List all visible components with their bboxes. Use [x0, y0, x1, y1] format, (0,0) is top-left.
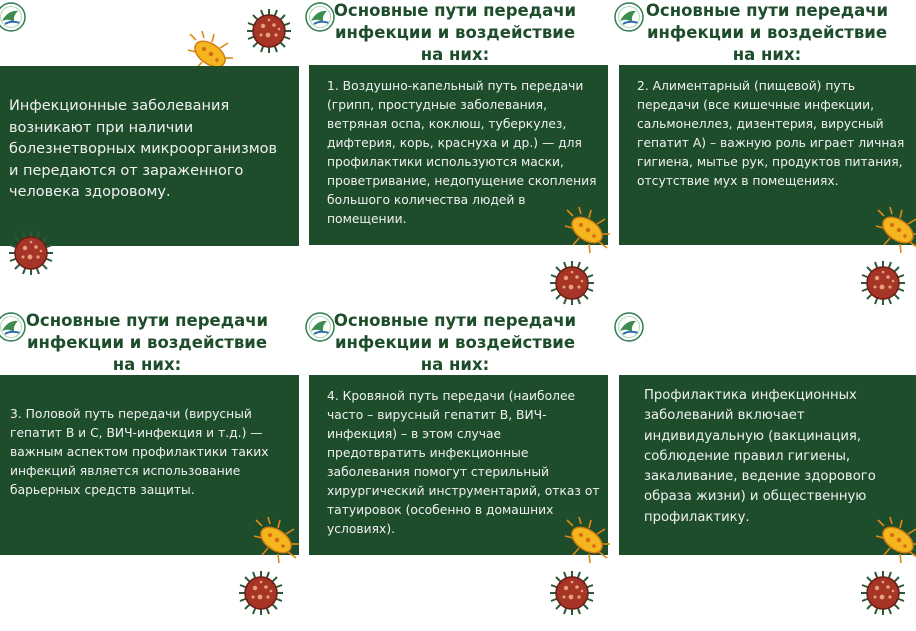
slide-sexual [0, 310, 306, 620]
slide-title: Основные пути передачи инфекции и воздействие на них: [645, 1, 889, 64]
logo-icon [0, 2, 26, 32]
red-virus-icon [549, 260, 595, 306]
slide-alimentary [610, 0, 916, 310]
slide-intro [0, 0, 306, 310]
slide-text: 2. Алиментарный (пищевой) путь передачи (все кишечные инфекции, сальмонеллез, дизентерия, вирусный гепатит А) – важную роль играет личная гигиена, мытье рук, продуктов питания, отсутствие мух в помещениях. [637, 79, 905, 188]
slide-text: Профилактика инфекционных заболеваний включает индивидуальную (вакцинация, соблюдение правил гигиены, закаливание, ведение здорового образа жизни) и общественную профилактику. [644, 388, 876, 525]
slide-prevention [610, 310, 916, 620]
red-virus-icon [8, 230, 54, 276]
red-virus-icon [549, 570, 595, 616]
slide-text: 1. Воздушно-капельный путь передачи (грипп, простудные заболевания, ветряная оспа, коклюш, туберкулез, дифтерия, корь, краснуха и др.) — для профилактики используются маски, проветривание, недопущение скопления большого количества людей в помещении. [327, 79, 597, 226]
red-virus-icon [860, 260, 906, 306]
red-virus-icon [238, 570, 284, 616]
red-virus-icon [860, 570, 906, 616]
slide-title: Основные пути передачи инфекции и воздействие на них: [333, 1, 577, 64]
yellow-bacterium-icon [563, 516, 611, 566]
yellow-bacterium-icon [563, 206, 611, 256]
yellow-bacterium-icon [874, 516, 916, 566]
slide-text: 4. Кровяной путь передачи (наиболее часто – вирусный гепатит В, ВИЧ-инфекция) – в этом случае предотвратить инфекционные заболевания помогут стерильный хирургический инструментарий, отказ от татуировок (особенно в домашних условиях). [327, 389, 600, 536]
red-virus-icon [246, 8, 292, 54]
slide-blood [305, 310, 611, 620]
slide-text: 3. Половой путь передачи (вирусный гепатит В и С, ВИЧ-инфекция и т.д.) — важным аспектом профилактики таких инфекций является использование барьерных средств защиты. [10, 407, 269, 497]
slide-title: Основные пути передачи инфекции и воздействие на них: [25, 311, 269, 374]
slide-airborne [305, 0, 611, 310]
yellow-bacterium-icon [252, 516, 302, 566]
logo-icon [614, 312, 644, 342]
slide-text: Инфекционные заболевания возникают при наличии болезнетворных микроорганизмов и передаются от зараженного человека здоровому. [9, 98, 278, 200]
slide-title: Основные пути передачи инфекции и воздействие на них: [333, 311, 577, 374]
yellow-bacterium-icon [874, 206, 916, 256]
